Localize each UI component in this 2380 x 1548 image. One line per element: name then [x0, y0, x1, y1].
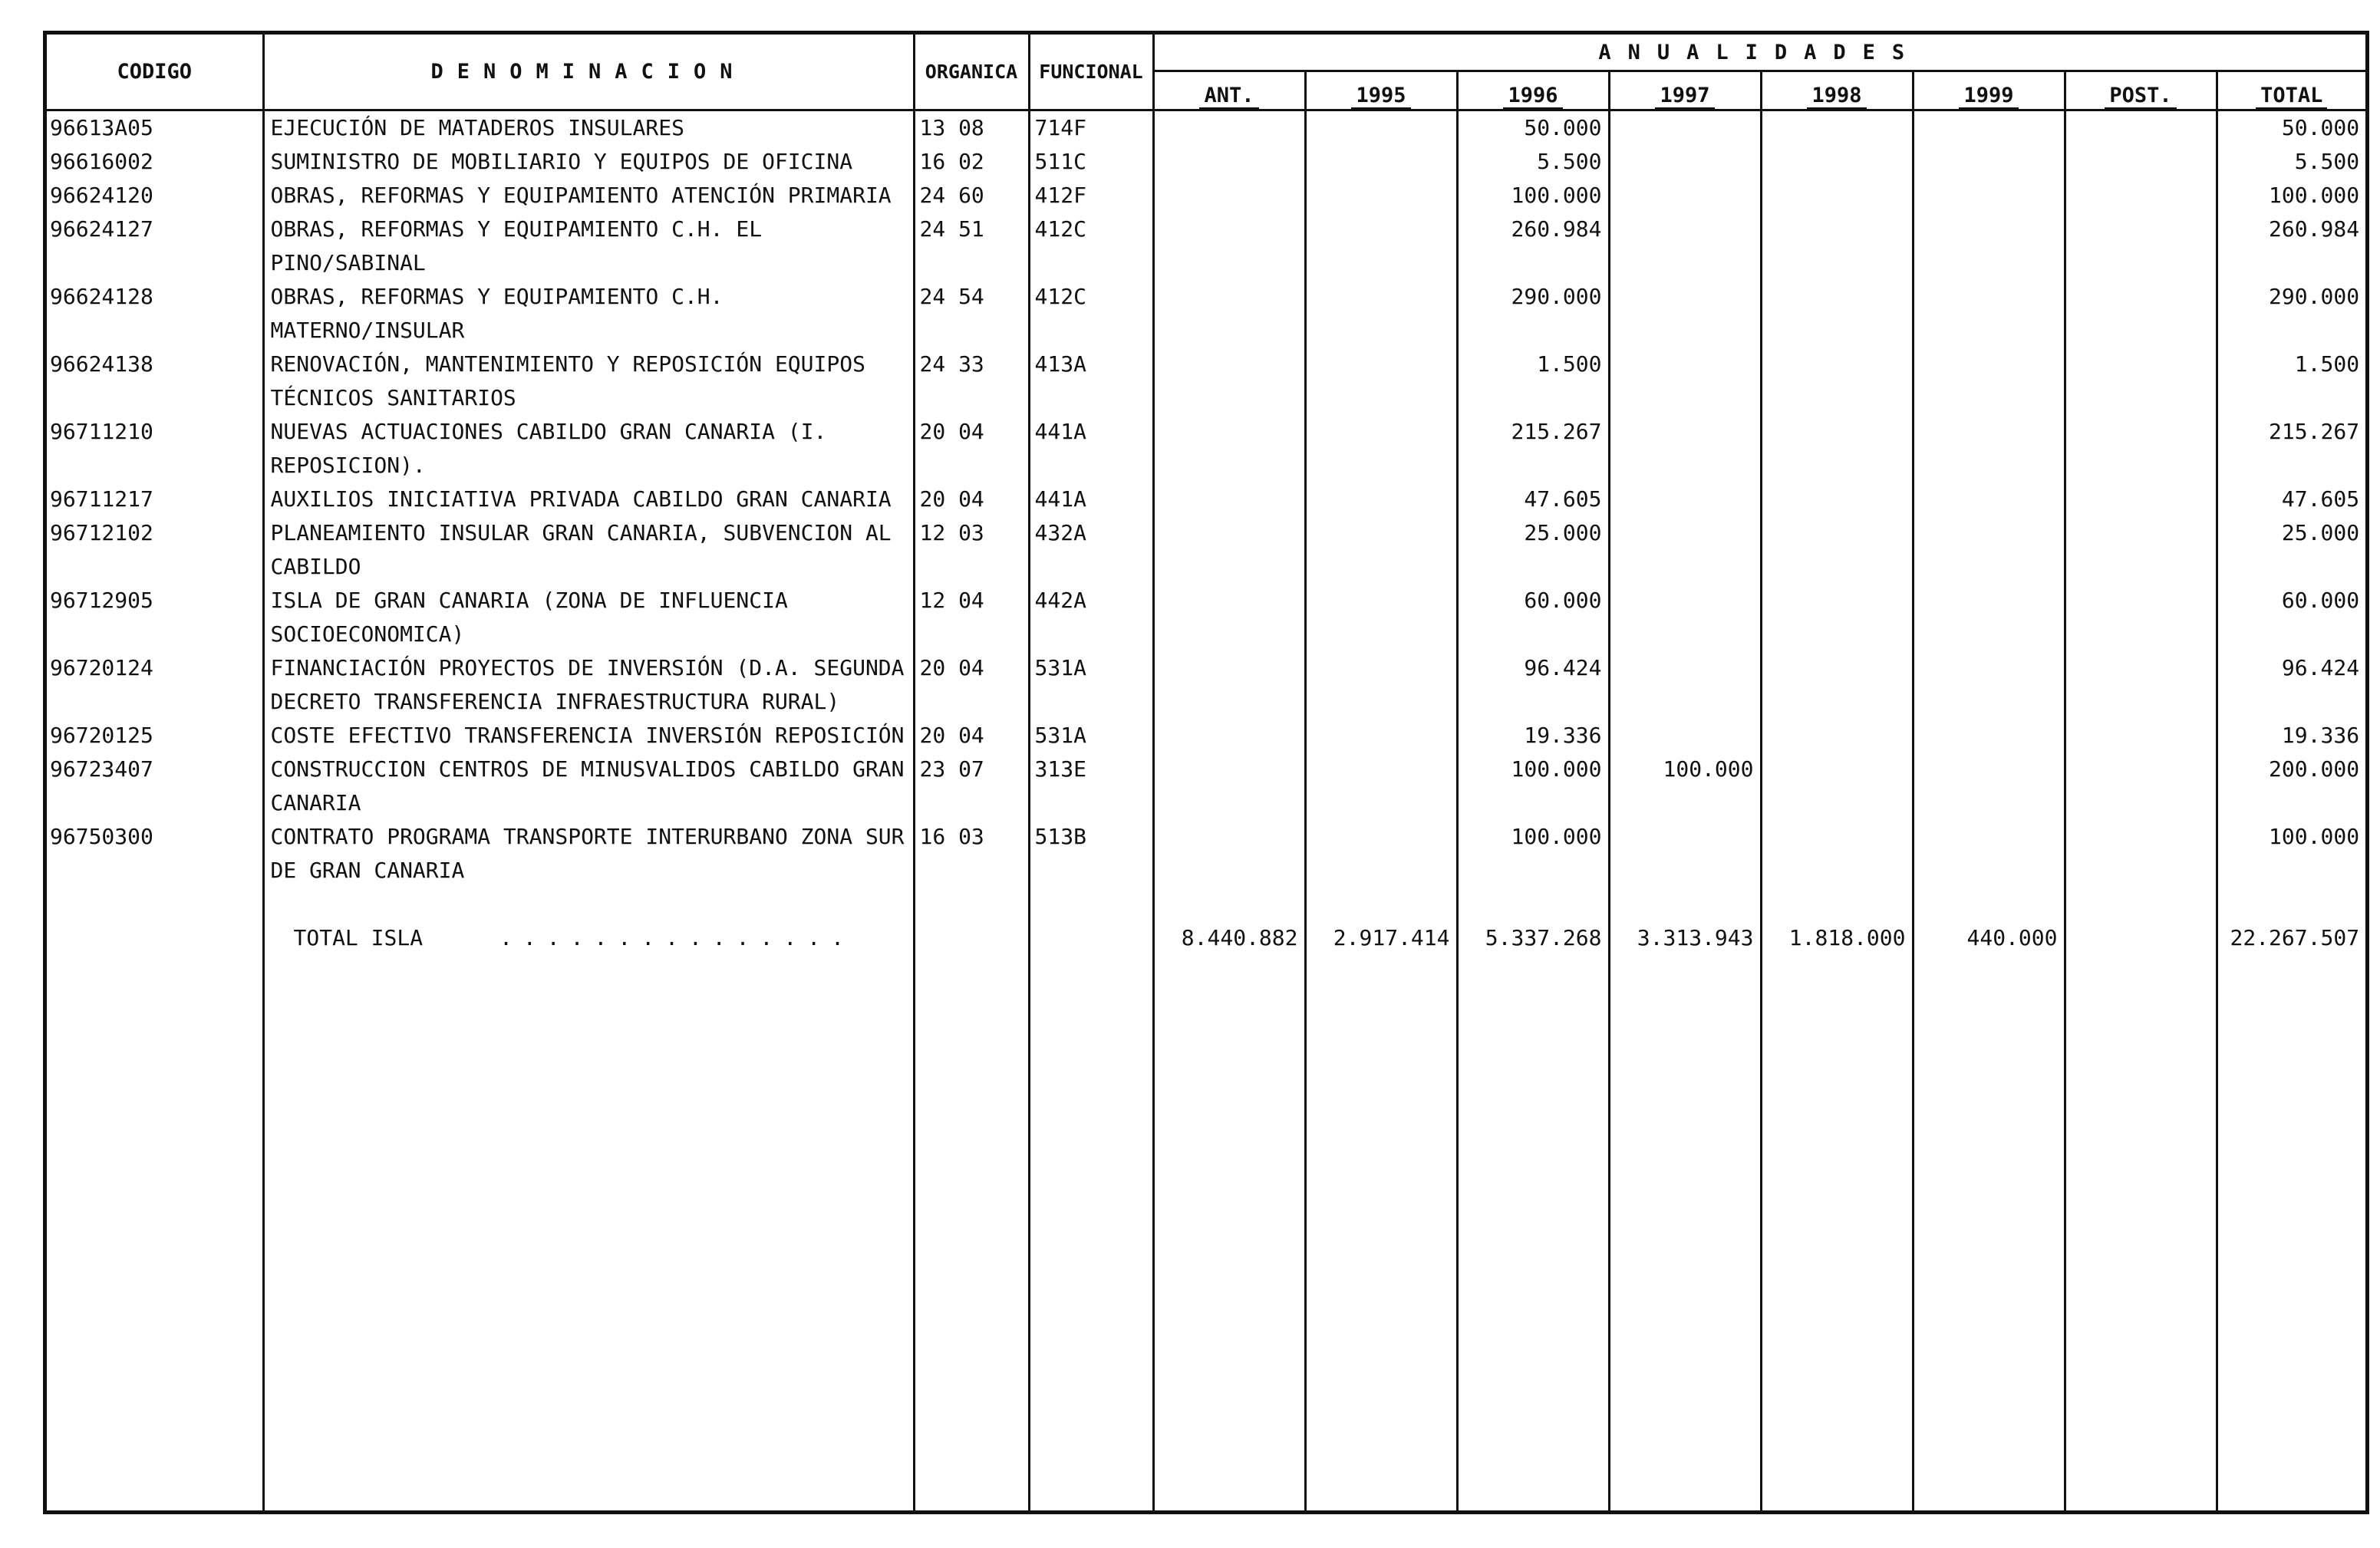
cell-ant	[1153, 347, 1305, 415]
cell-funcional: 412C	[1029, 280, 1153, 347]
cell-1998	[1761, 280, 1913, 347]
header-1997-label: 1997	[1655, 84, 1714, 110]
cell-ant	[1153, 651, 1305, 719]
filler-cell	[2217, 955, 2365, 1510]
cell-1999	[1913, 483, 2065, 516]
cell-1996: 1.500	[1457, 347, 1609, 415]
table-row	[47, 651, 2365, 719]
filler-cell	[1913, 955, 2065, 1510]
cell-ant	[1153, 280, 1305, 347]
cell-codigo: 96750300	[50, 824, 153, 849]
cell-codigo: 96624127	[50, 216, 153, 242]
cell-post	[2065, 212, 2217, 280]
cell-funcional: 413A	[1029, 347, 1153, 415]
cell-1998	[1761, 516, 1913, 584]
cell-1996: 19.336	[1457, 719, 1609, 753]
cell-total: 96.424	[2217, 651, 2365, 719]
cell-1996: 96.424	[1457, 651, 1609, 719]
header-ant	[1153, 71, 1305, 110]
cell-1998	[1761, 584, 1913, 651]
cell-total: 1.500	[2217, 347, 2365, 415]
cell-1999	[1913, 719, 2065, 753]
cell-post	[2065, 516, 2217, 584]
cell-1995	[1305, 179, 1457, 212]
cell-total: 19.336	[2217, 719, 2365, 753]
table-row	[47, 483, 2365, 516]
cell-1999	[1913, 820, 2065, 888]
cell-1996: 50.000	[1457, 110, 1609, 146]
cell-1997	[1609, 145, 1761, 179]
cell-codigo: 96711217	[50, 486, 153, 512]
table-row	[47, 516, 2365, 584]
cell-1997	[1609, 110, 1761, 146]
budget-table	[47, 35, 2365, 1510]
cell-post	[2065, 415, 2217, 483]
cell-funcional: 441A	[1029, 415, 1153, 483]
total-ant: 8.440.882	[1153, 888, 1305, 955]
cell-1999	[1913, 516, 2065, 584]
header-1995	[1305, 71, 1457, 110]
cell-post	[2065, 753, 2217, 820]
cell-funcional: 511C	[1029, 145, 1153, 179]
cell-1996: 100.000	[1457, 753, 1609, 820]
cell-post	[2065, 820, 2217, 888]
table-row	[47, 212, 2365, 280]
header-1998	[1761, 71, 1913, 110]
cell-ant	[1153, 719, 1305, 753]
cell-post	[2065, 145, 2217, 179]
cell-1996: 100.000	[1457, 179, 1609, 212]
cell-funcional: 531A	[1029, 651, 1153, 719]
cell-ant	[1153, 415, 1305, 483]
cell-1995	[1305, 347, 1457, 415]
cell-post	[2065, 719, 2217, 753]
cell-organica: 20 04	[914, 483, 1029, 516]
cell-ant	[1153, 516, 1305, 584]
cell-1998	[1761, 212, 1913, 280]
cell-codigo: 96624128	[50, 284, 153, 309]
total-1995: 2.917.414	[1305, 888, 1457, 955]
cell-1998	[1761, 415, 1913, 483]
cell-denominacion: COSTE EFECTIVO TRANSFERENCIA INVERSIÓN REPOSICIÓN	[263, 719, 914, 753]
cell-1995	[1305, 651, 1457, 719]
cell-codigo: 96720125	[50, 723, 153, 748]
cell-denominacion: OBRAS, REFORMAS Y EQUIPAMIENTO C.H. MATERNO/INSULAR	[263, 280, 914, 347]
cell-1998	[1761, 651, 1913, 719]
cell-organica: 20 04	[914, 719, 1029, 753]
cell-ant	[1153, 753, 1305, 820]
cell-1997	[1609, 483, 1761, 516]
cell-1995	[1305, 483, 1457, 516]
cell-total: 60.000	[2217, 584, 2365, 651]
budget-sheet	[43, 31, 2369, 1514]
table-body	[47, 110, 2365, 1511]
cell-1997	[1609, 347, 1761, 415]
cell-1995	[1305, 280, 1457, 347]
cell-denominacion: FINANCIACIÓN PROYECTOS DE INVERSIÓN (D.A. SEGUNDA DECRETO TRANSFERENCIA INFRAESTRUCTURA RURAL)	[263, 651, 914, 719]
cell-1999	[1913, 145, 2065, 179]
cell-funcional: 313E	[1029, 753, 1153, 820]
cell-funcional: 531A	[1029, 719, 1153, 753]
header-post-label: POST.	[2105, 84, 2176, 110]
cell-organica: 23 07	[914, 753, 1029, 820]
cell-ant	[1153, 483, 1305, 516]
table-row	[47, 145, 2365, 179]
header-denominacion	[263, 35, 914, 110]
header-1999-label: 1999	[1959, 84, 2018, 110]
filler-cell	[1305, 955, 1457, 1510]
cell-codigo: 96624120	[50, 183, 153, 208]
cell-post	[2065, 651, 2217, 719]
header-1996-label: 1996	[1503, 84, 1562, 110]
header-anualidades: ANUALIDADES	[1153, 35, 2365, 71]
cell-1998	[1761, 719, 1913, 753]
cell-1995	[1305, 516, 1457, 584]
cell-1998	[1761, 820, 1913, 888]
total-total: 22.267.507	[2217, 888, 2365, 955]
cell-organica: 16 03	[914, 820, 1029, 888]
header-ant-label: ANT.	[1199, 84, 1258, 110]
cell-denominacion: CONSTRUCCION CENTROS DE MINUSVALIDOS CABILDO GRAN CANARIA	[263, 753, 914, 820]
cell-1996: 47.605	[1457, 483, 1609, 516]
header-post	[2065, 71, 2217, 110]
cell-total: 5.500	[2217, 145, 2365, 179]
cell-organica: 24 54	[914, 280, 1029, 347]
cell-ant	[1153, 179, 1305, 212]
cell-codigo: 96723407	[50, 756, 153, 782]
table-row	[47, 753, 2365, 820]
cell-organica: 13 08	[914, 110, 1029, 146]
cell-1995	[1305, 719, 1457, 753]
cell-denominacion: OBRAS, REFORMAS Y EQUIPAMIENTO ATENCIÓN PRIMARIA	[263, 179, 914, 212]
cell-funcional: 412F	[1029, 179, 1153, 212]
cell-1996: 290.000	[1457, 280, 1609, 347]
cell-total: 100.000	[2217, 820, 2365, 888]
cell-1995	[1305, 110, 1457, 146]
header-denominacion-label: DENOMINACION	[430, 60, 747, 84]
cell-total: 200.000	[2217, 753, 2365, 820]
cell-ant	[1153, 584, 1305, 651]
cell-1997: 100.000	[1609, 753, 1761, 820]
cell-1999	[1913, 415, 2065, 483]
cell-1998	[1761, 145, 1913, 179]
cell-1995	[1305, 753, 1457, 820]
cell-total: 47.605	[2217, 483, 2365, 516]
filler-row	[47, 955, 2365, 1510]
cell-post	[2065, 179, 2217, 212]
cell-1996: 100.000	[1457, 820, 1609, 888]
header-1996	[1457, 71, 1609, 110]
cell-total: 215.267	[2217, 415, 2365, 483]
cell-ant	[1153, 145, 1305, 179]
header-codigo: CODIGO	[47, 35, 263, 110]
cell-organica: 20 04	[914, 415, 1029, 483]
table-row	[47, 110, 2365, 146]
total-row	[47, 888, 2365, 955]
filler-cell	[914, 955, 1029, 1510]
cell-denominacion: SUMINISTRO DE MOBILIARIO Y EQUIPOS DE OFICINA	[263, 145, 914, 179]
filler-cell	[2065, 955, 2217, 1510]
cell-total: 260.984	[2217, 212, 2365, 280]
cell-1997	[1609, 651, 1761, 719]
cell-1995	[1305, 820, 1457, 888]
cell-1997	[1609, 820, 1761, 888]
filler-cell	[263, 955, 914, 1510]
cell-ant	[1153, 110, 1305, 146]
cell-funcional: 432A	[1029, 516, 1153, 584]
cell-1995	[1305, 145, 1457, 179]
cell-1996: 5.500	[1457, 145, 1609, 179]
cell-post	[2065, 347, 2217, 415]
cell-post	[2065, 110, 2217, 146]
cell-post	[2065, 280, 2217, 347]
cell-organica: 24 51	[914, 212, 1029, 280]
header-total-label: TOTAL	[2256, 84, 2327, 110]
cell-1997	[1609, 415, 1761, 483]
table-row	[47, 179, 2365, 212]
table-row	[47, 820, 2365, 888]
cell-1996: 60.000	[1457, 584, 1609, 651]
cell-codigo: 96616002	[50, 149, 153, 174]
total-leader-dots: ...............	[499, 925, 855, 950]
filler-cell	[1457, 955, 1609, 1510]
cell-1998	[1761, 110, 1913, 146]
cell-1998	[1761, 753, 1913, 820]
total-post	[2065, 888, 2217, 955]
cell-organica: 16 02	[914, 145, 1029, 179]
header-organica: ORGANICA	[914, 35, 1029, 110]
cell-1997	[1609, 280, 1761, 347]
cell-organica: 24 33	[914, 347, 1029, 415]
cell-codigo: 96711210	[50, 419, 153, 444]
cell-funcional: 412C	[1029, 212, 1153, 280]
cell-denominacion: AUXILIOS INICIATIVA PRIVADA CABILDO GRAN CANARIA	[263, 483, 914, 516]
cell-1997	[1609, 584, 1761, 651]
table-row	[47, 415, 2365, 483]
cell-1995	[1305, 212, 1457, 280]
cell-1997	[1609, 179, 1761, 212]
cell-1999	[1913, 584, 2065, 651]
cell-1995	[1305, 415, 1457, 483]
cell-organica: 20 04	[914, 651, 1029, 719]
cell-1999	[1913, 651, 2065, 719]
cell-funcional: 442A	[1029, 584, 1153, 651]
cell-1998	[1761, 483, 1913, 516]
cell-1999	[1913, 753, 2065, 820]
header-funcional: FUNCIONAL	[1029, 35, 1153, 110]
cell-1999	[1913, 212, 2065, 280]
total-organica-cell	[914, 888, 1029, 955]
cell-1996: 260.984	[1457, 212, 1609, 280]
cell-funcional: 441A	[1029, 483, 1153, 516]
table-row	[47, 347, 2365, 415]
header-1997	[1609, 71, 1761, 110]
cell-organica: 24 60	[914, 179, 1029, 212]
header-1999	[1913, 71, 2065, 110]
table-row	[47, 280, 2365, 347]
cell-1997	[1609, 516, 1761, 584]
total-1998: 1.818.000	[1761, 888, 1913, 955]
cell-ant	[1153, 820, 1305, 888]
cell-denominacion: CONTRATO PROGRAMA TRANSPORTE INTERURBANO ZONA SUR DE GRAN CANARIA	[263, 820, 914, 888]
total-1999: 440.000	[1913, 888, 2065, 955]
cell-1997	[1609, 719, 1761, 753]
header-1998-label: 1998	[1807, 84, 1866, 110]
cell-codigo: 96712905	[50, 588, 153, 613]
cell-denominacion: ISLA DE GRAN CANARIA (ZONA DE INFLUENCIA SOCIOECONOMICA)	[263, 584, 914, 651]
cell-1999	[1913, 280, 2065, 347]
total-funcional-cell	[1029, 888, 1153, 955]
cell-total: 50.000	[2217, 110, 2365, 146]
cell-post	[2065, 584, 2217, 651]
cell-codigo: 96712102	[50, 520, 153, 545]
cell-codigo: 96720124	[50, 655, 153, 680]
cell-codigo: 96624138	[50, 351, 153, 377]
cell-post	[2065, 483, 2217, 516]
cell-denominacion: EJECUCIÓN DE MATADEROS INSULARES	[263, 110, 914, 146]
filler-cell	[47, 955, 263, 1510]
cell-total: 25.000	[2217, 516, 2365, 584]
cell-organica: 12 03	[914, 516, 1029, 584]
table-header	[47, 35, 2365, 110]
cell-denominacion: RENOVACIÓN, MANTENIMIENTO Y REPOSICIÓN EQUIPOS TÉCNICOS SANITARIOS	[263, 347, 914, 415]
cell-1996: 25.000	[1457, 516, 1609, 584]
cell-1998	[1761, 347, 1913, 415]
cell-funcional: 714F	[1029, 110, 1153, 146]
cell-1999	[1913, 347, 2065, 415]
cell-denominacion: OBRAS, REFORMAS Y EQUIPAMIENTO C.H. EL PINO/SABINAL	[263, 212, 914, 280]
cell-organica: 12 04	[914, 584, 1029, 651]
cell-1998	[1761, 179, 1913, 212]
cell-1999	[1913, 110, 2065, 146]
cell-ant	[1153, 212, 1305, 280]
total-1996: 5.337.268	[1457, 888, 1609, 955]
total-denominacion-cell	[263, 888, 914, 955]
cell-total: 290.000	[2217, 280, 2365, 347]
total-codigo-cell	[47, 888, 263, 955]
filler-cell	[1153, 955, 1305, 1510]
filler-cell	[1029, 955, 1153, 1510]
cell-1999	[1913, 179, 2065, 212]
cell-codigo: 96613A05	[50, 115, 153, 140]
filler-cell	[1609, 955, 1761, 1510]
cell-total: 100.000	[2217, 179, 2365, 212]
cell-denominacion: PLANEAMIENTO INSULAR GRAN CANARIA, SUBVENCION AL CABILDO	[263, 516, 914, 584]
cell-funcional: 513B	[1029, 820, 1153, 888]
cell-1996: 215.267	[1457, 415, 1609, 483]
cell-1995	[1305, 584, 1457, 651]
total-1997: 3.313.943	[1609, 888, 1761, 955]
total-label: TOTAL ISLA	[293, 925, 424, 950]
cell-denominacion: NUEVAS ACTUACIONES CABILDO GRAN CANARIA (I. REPOSICION).	[263, 415, 914, 483]
table-row	[47, 584, 2365, 651]
table-row	[47, 719, 2365, 753]
filler-cell	[1761, 955, 1913, 1510]
header-total	[2217, 71, 2365, 110]
header-1995-label: 1995	[1351, 84, 1410, 110]
cell-1997	[1609, 212, 1761, 280]
